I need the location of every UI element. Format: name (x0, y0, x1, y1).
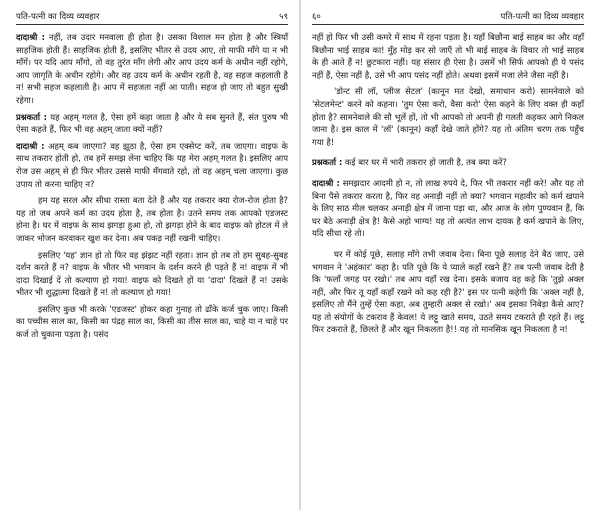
paragraph (312, 177, 584, 240)
speaker-label: दादाश्री : (16, 140, 45, 151)
paragraph-text: कई बार घर में भारी तकरार हो जाती है, तब क्या करें? (342, 157, 507, 168)
paragraph (16, 249, 288, 299)
right-page (300, 0, 600, 510)
paragraph (16, 194, 288, 244)
speaker-label: दादाश्री : (16, 32, 45, 42)
right-page-number: ६० (312, 12, 321, 22)
paragraph-text: इसलिए 'यह' ज्ञान हो तो फिर वह झंझट नहीं रहता। ज्ञान हो तब तो हम सुबह-सुबह दर्शन करते हैं न? वाइफ के भीतर भी भगवान के दर्शन करने ही पड़ते हैं न! वाइफ में भी दादा दिखाई दें तो कल्याण हो गया! वाइफ को दिखते हों या 'दादा' दिखते हैं न! उसके भीतर भी शुद्धात्मा दिखते हैं न! तो कल्याण हो गया! (16, 249, 288, 298)
paragraph (16, 303, 288, 341)
paragraph-text: अहम् कब जाएगा? वह झूठा है, ऐसा हम एक्सेप्ट करें, तब जाएगा। वाइफ के साथ तकरार होती हो, तब हमें समझ लेना चाहिए कि यह मेरा अहम् गलत है। इसलिए आप रोज उस अहम् से ही फिर भीतर उससे माफी मँगवाते रहो, तो वह अहम् चला जाएगा। कुछ उपाय तो करना चाहिए न? (16, 140, 288, 189)
right-page-header (312, 8, 584, 25)
paragraph (16, 31, 288, 107)
right-page-content (312, 31, 584, 336)
paragraph-text: इसलिए कुछ भी करके 'एडजस्ट' होकर कहा गुनाह तो ढाँके कर्ज चुक जाए। किसी का पच्चीस साल का, किसी का पंद्रह साल का, किसी का तीस साल का, चाहे या न चाहे पर कर्ज तो चुकाना पड़ता है। पसंद (16, 303, 288, 340)
paragraph-text: यह अहम् गलत है, ऐसा हमें कहा जाता है और ये सब सुनते हैं, संत पुरुष भी ऐसा कहते हैं, फिर भी वह अहम् जाता क्यों नहीं? (16, 111, 289, 135)
paragraph (312, 248, 584, 336)
left-page-header (16, 8, 288, 25)
left-running-title: पति-पत्नी का दिव्य व्यवहार (16, 12, 100, 22)
paragraph-text: नहीं हो फिर भी उसी कमरे में साथ में रहना पड़ता है। यहाँ बिछौना बाई साहब का और वहाँ बिछौना भाई साहब का! मुँह मोड़ कर सो जाएँ तो भी बाई साहब के विचार तो भाई साहब के ही आते हैं न! छुटकारा नहीं। यह संसार ही ऐसा है। उसमें भी सिर्फ आपको ही ये पसंद नहीं हैं, ऐसा नहीं है, उसे भी आप पसंद नहीं होते। अथवा इसमें मजा लेने जैसा नहीं है। (312, 32, 584, 80)
paragraph-text: घर में कोई पूछे, सलाह माँगे तभी जवाब देना। बिना पूछे सलाह देने बैठ जाए, उसे भगवान ने 'अहंकार' कहा है। पति पूछे कि ये प्याले कहाँ रखने हैं? तब पत्नी जवाब देती है कि 'फलाँ जगह पर रखो।' तब आप वहाँ रख देना। इसके बजाय वह कहे कि 'तुझे अक्ल नहीं, और फिर तू यहाँ कहाँ रखने को कह रही है?' इस पर पत्नी कहेगी कि 'अक्ल नहीं है, इसलिए तो मैंने तुम्हें ऐसा कहा, अब तुम्हारी अक्ल से रखो।' अब इसका निबेड़ा कैसे आए? यह तो संयोगों के टकराव हैं केवल! ये लट्टू खाते समय, उठते समय टकराते ही रहते हैं। लट्टू फिर टकराते हैं, छिलते हैं और खून निकलता है!! यह तो मानसिक खून निकलता है न! (312, 248, 584, 335)
paragraph (16, 111, 288, 136)
paragraph-text: नहीं, तब उदार मनवाला ही होता है। उसका विशाल मन होता है और स्त्रियाँ साहजिक होती हैं। साहजिक होती हैं, इसलिए भीतर से उदय आए, तो माफी माँगे या न भी माँगें। पर यदि आप माँगो, तो वह तुरंत माँग लेगी और आप उदय कर्म के अधीन नहीं रहोगे, आप जागृति के अधीन रहोगे। और वह उदय कर्म के अधीन रहती है, वह सहज कहलाती है न! सभी सहज कहलाती है। आप में सहजता नहीं आ पाती। सहज हो जाए तो बहुत सुखी रहेगा। (16, 32, 288, 105)
paragraph-text: 'डोन्ट सी लॉ, प्लीज सेटल' (कानून मत देखो, समाधान करो) सामनेवाले को 'सेटलमेन्ट' करने को कहना। 'तुम ऐसा करो, वैसा करो' ऐसा कहने के लिए वक्त ही कहाँ होता है? सामनेवाले की सौ भूलें हों, तो भी आपको तो अपनी ही गलती कहकर आगे निकल जाना है। इस काल में 'लॉ' (कानून) कहाँ देखे जाते होंगे? यह तो अंतिम चरण तक पहुँच गया है! (312, 86, 584, 147)
paragraph (16, 140, 288, 190)
paragraph (312, 31, 584, 81)
left-page-content (16, 31, 288, 341)
speaker-label: दादाश्री : (312, 177, 340, 188)
right-running-title: पति-पत्नी का दिव्य व्यवहार (500, 12, 584, 22)
left-page-number: ५९ (279, 12, 288, 22)
paragraph-text: हम यह सरल और सीधा रास्ता बता देते हैं और यह तकरार क्या रोज-रोज होता है? यह तो जब अपने कर्म का उदय होता है, तब होता है। उतने समय तक आपको एडजस्ट होना है। घर में वाइफ के साथ झगड़ा हुआ हो, तो झगड़ा होने के बाद वाइफ को होटल में ले जाकर भोजन करवाकर खुश कर देना। अब पकड़ नहीं रखनी चाहिए। (16, 195, 288, 243)
paragraph (312, 156, 584, 169)
speaker-label: प्रश्नकर्ता : (312, 157, 343, 168)
paragraph (312, 85, 584, 148)
speaker-label: प्रश्नकर्ता : (16, 111, 47, 122)
paragraph-text: समझदार आदमी हो न, तो लाख रुपये दे, फिर भी तकरार नहीं करे! और यह तो बिना पैसे तकरार करता है, फिर वह अनाड़ी नहीं तो क्या? भगवान महावीर को कर्म खपाने के लिए साठ मील चलकर अनाड़ी क्षेत्र में जाना पड़ा था, और आज के लोग पुण्यवान हैं, कि घर बैठे अनाड़ी क्षेत्र है! कैसे अहो भाग्य! यह तो अत्यंत लाभ दायक है कर्म खपाने के लिए, यदि सीधा रहे तो। (312, 177, 584, 239)
